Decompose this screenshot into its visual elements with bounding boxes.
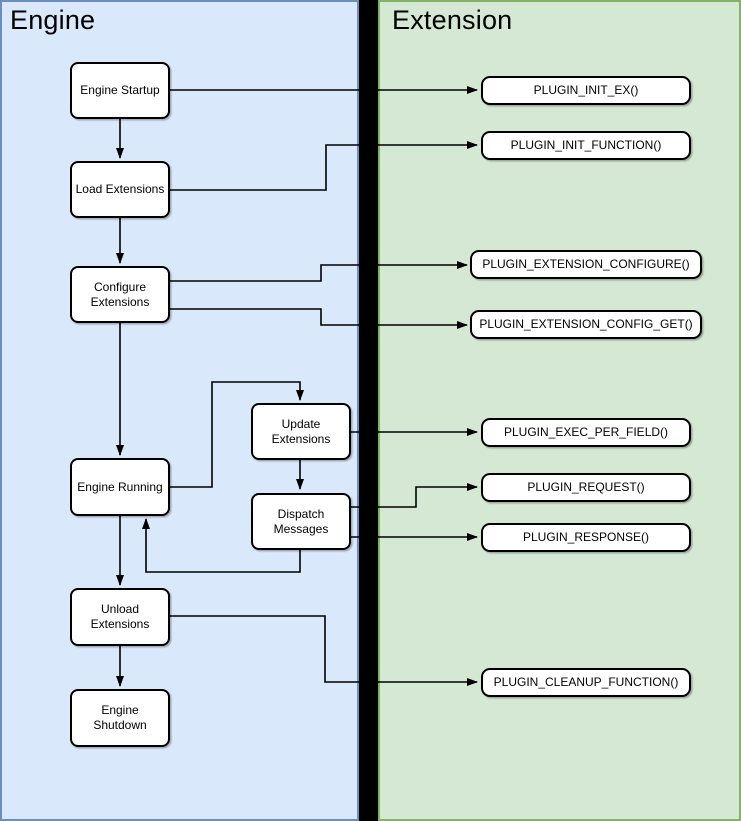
extension-lane	[378, 0, 741, 821]
node-engine-shutdown: Engine Shutdown	[70, 689, 170, 747]
node-update-extensions: Update Extensions	[251, 403, 351, 460]
node-unload-extensions: Unload Extensions	[70, 588, 170, 646]
extension-lane-title: Extension	[392, 5, 513, 35]
node-plugin-request: PLUGIN_REQUEST()	[481, 473, 691, 502]
node-engine-running: Engine Running	[70, 458, 170, 516]
node-plugin-init-ex: PLUGIN_INIT_EX()	[481, 76, 691, 105]
node-engine-startup: Engine Startup	[70, 62, 170, 119]
node-dispatch-messages: Dispatch Messages	[251, 493, 351, 550]
node-plugin-init-function: PLUGIN_INIT_FUNCTION()	[481, 131, 691, 160]
node-plugin-response: PLUGIN_RESPONSE()	[481, 523, 691, 552]
node-plugin-extension-config-get: PLUGIN_EXTENSION_CONFIG_GET()	[470, 310, 702, 339]
node-configure-extensions: Configure Extensions	[70, 266, 170, 323]
node-plugin-cleanup-function: PLUGIN_CLEANUP_FUNCTION()	[481, 668, 691, 697]
node-plugin-exec-per-field: PLUGIN_EXEC_PER_FIELD()	[481, 418, 691, 447]
node-plugin-extension-configure: PLUGIN_EXTENSION_CONFIGURE()	[470, 250, 702, 279]
lane-divider-bar	[359, 0, 378, 821]
node-load-extensions: Load Extensions	[70, 161, 170, 218]
engine-lane-title: Engine	[10, 5, 96, 35]
